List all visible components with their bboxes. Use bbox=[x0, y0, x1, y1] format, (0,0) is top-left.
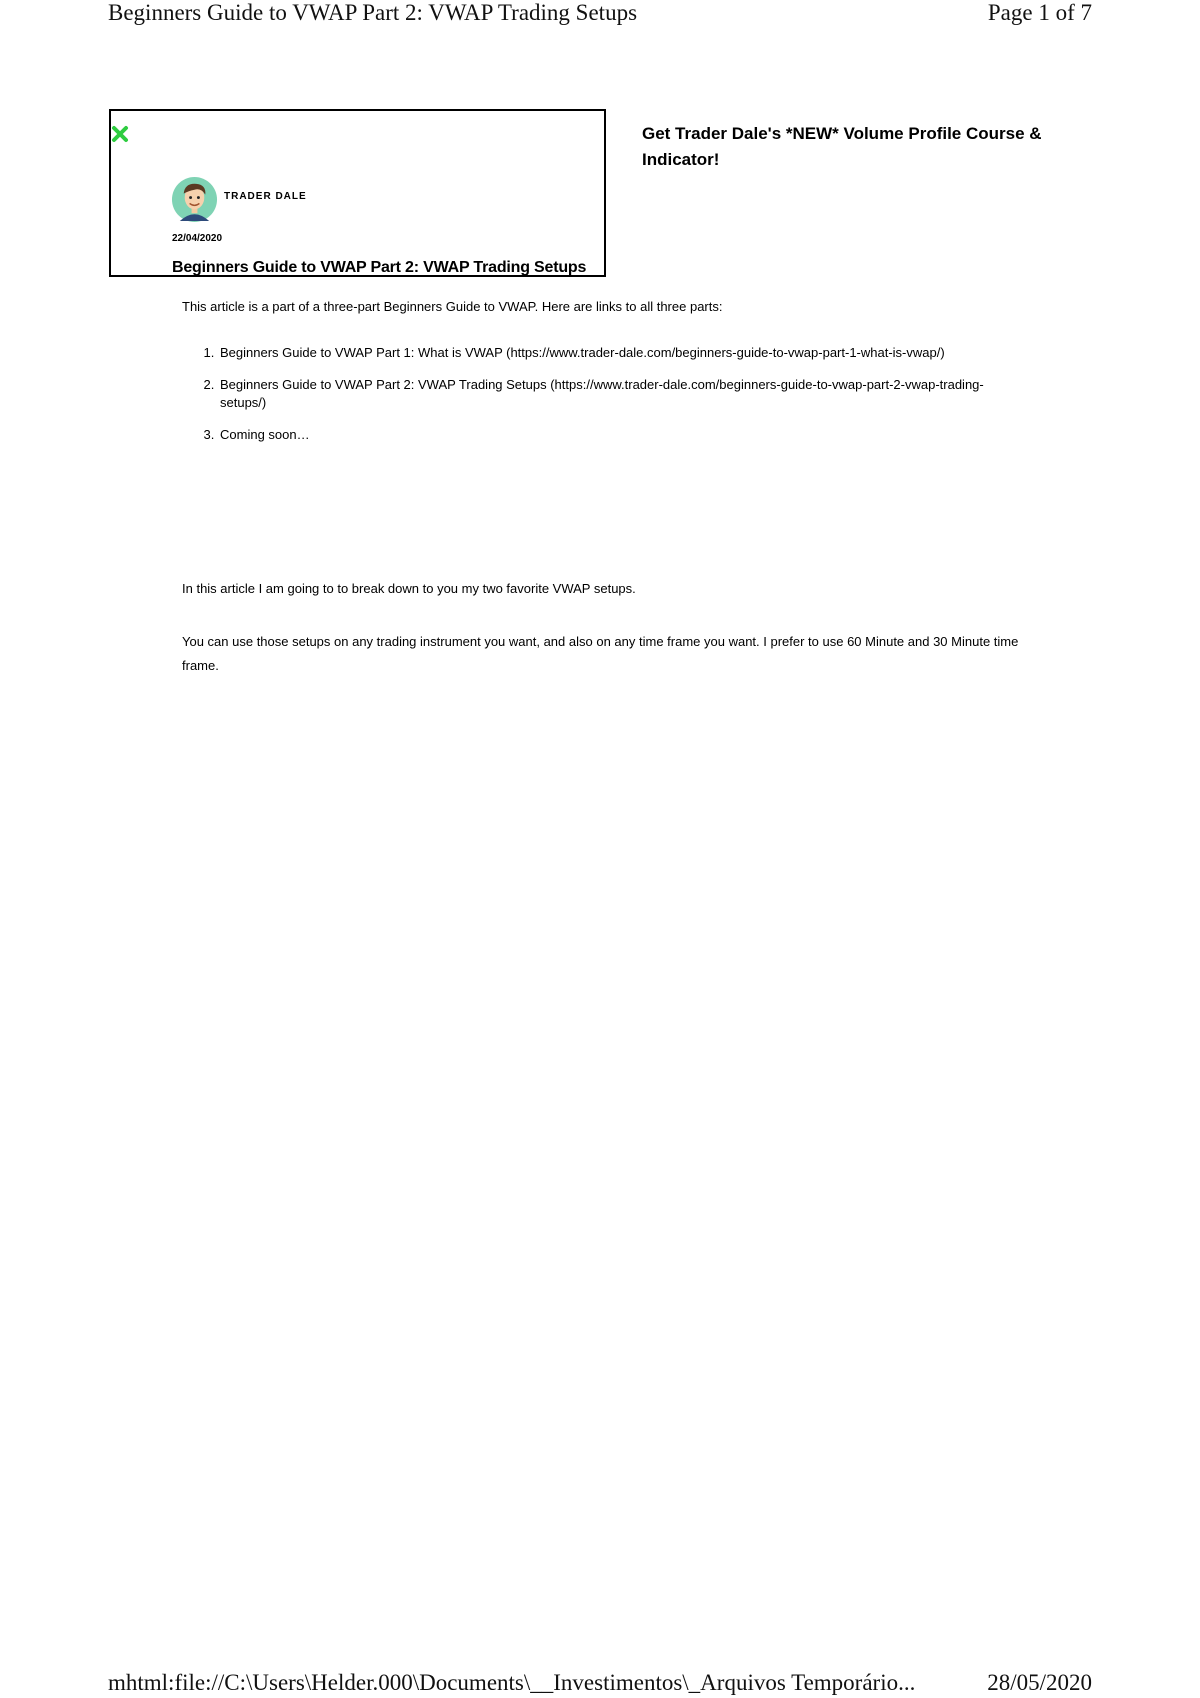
body-paragraph: You can use those setups on any trading instrument you want, and also on any time frame you want. I prefer to use 60 Minute and 30 Minute time frame. bbox=[182, 634, 1019, 673]
body-paragraph: In this article I am going to to break down to you my two favorite VWAP setups. bbox=[182, 581, 636, 596]
guide-parts-list bbox=[200, 344, 1008, 458]
print-header-page-number: Page 1 of 7 bbox=[987, 0, 1092, 25]
author-name[interactable]: TRADER DALE bbox=[224, 191, 307, 202]
broken-image-icon bbox=[111, 125, 129, 143]
list-item bbox=[218, 426, 1008, 444]
part-2-link[interactable]: Beginners Guide to VWAP Part 2: VWAP Trading Setups (https://www.trader-dale.com/beginners-guide-to-vwap-part-2-vwap-trading-setups/) bbox=[220, 377, 984, 410]
print-header-title: Beginners Guide to VWAP Part 2: VWAP Trading Setups bbox=[108, 0, 638, 25]
print-footer-path: mhtml:file://C:\Users\Helder.000\Documents\__Investimentos\_Arquivos Temporário... bbox=[108, 1670, 916, 1695]
part-1-link[interactable]: Beginners Guide to VWAP Part 1: What is VWAP (https://www.trader-dale.com/beginners-guide-to-vwap-part-1-what-is-vwap/) bbox=[220, 345, 945, 360]
part-3-coming-soon: Coming soon… bbox=[220, 427, 310, 442]
list-item bbox=[218, 376, 1008, 412]
post-date: 22/04/2020 bbox=[172, 233, 223, 244]
print-footer-date: 28/05/2020 bbox=[987, 1670, 1092, 1695]
promo-course-link[interactable]: Get Trader Dale's *NEW* Volume Profile Course & Indicator! bbox=[642, 124, 1042, 169]
article-title: Beginners Guide to VWAP Part 2: VWAP Trading Setups bbox=[172, 259, 587, 276]
list-item bbox=[218, 344, 1008, 362]
author-avatar bbox=[171, 176, 218, 223]
intro-paragraph: This article is a part of a three-part Beginners Guide to VWAP. Here are links to all three parts: bbox=[182, 299, 723, 314]
